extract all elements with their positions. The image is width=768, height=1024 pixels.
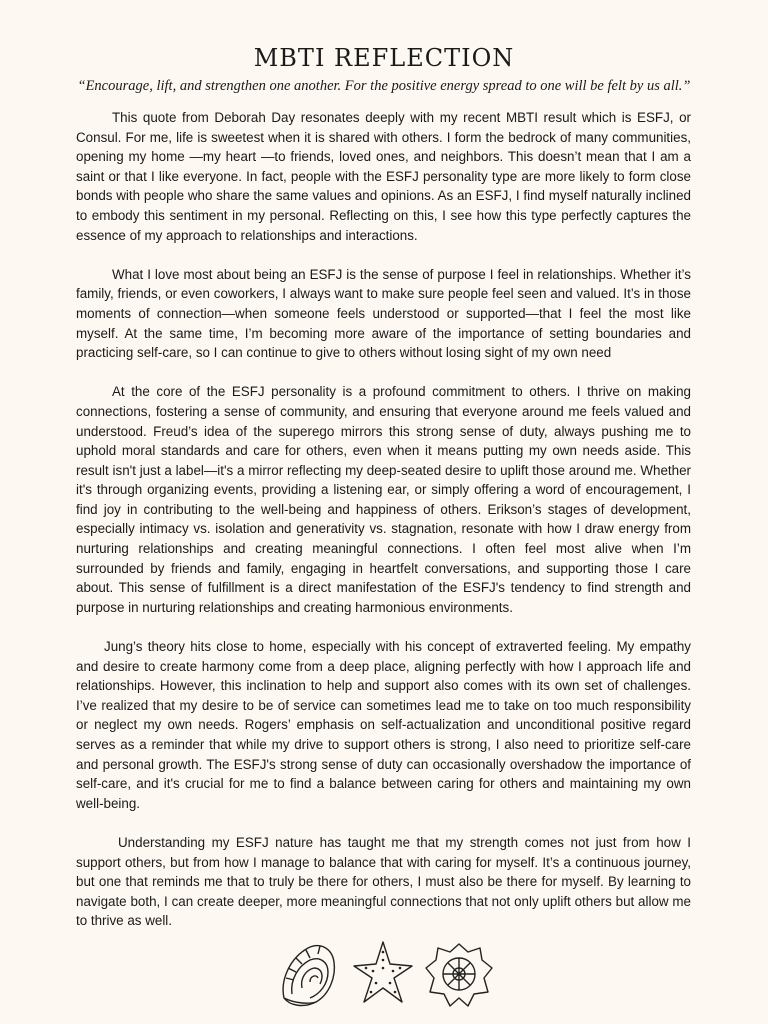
starfish-icon	[350, 938, 416, 1010]
paragraph: Understanding my ESFJ nature has taught me that my strength comes not just from how I support others, but from how I manage to balance that with caring for myself. It’s a continuous journey, but one that reminds me that to truly be there for others, I must also be there for myself. By learning to navigate both, I can create deeper, more meaningful connections that not only uplift others but allow me to thrive as well.	[76, 834, 691, 929]
paragraph: At the core of the ESFJ personality is a profound commitment to others. I thrive on making connections, fostering a sense of community, and ensuring that everyone around me feels valued and understood. Freud’s idea of the superego mirrors this strong sense of duty, always pushing me to uphold moral standards and care for others, even when it means putting my own needs aside. This result isn't just a label—it's a mirror reflecting my deep-seated desire to uplift those around me. Whether it's through organizing events, providing a listening ear, or simply offering a word of encouragement, I find joy in contributing to the well-being and happiness of others. Erikson’s stages of development, especially intimacy vs. isolation and generativity vs. stagnation, resonate with how I draw energy from nurturing relationships and creating meaningful connections. I often feel most alive when I’m surrounded by friends and family, engaging in heartfelt conversations, and supporting those I care about. This sense of fulfillment is a direct manifestation of the ESFJ's tendency to find strength and purpose in nurturing relationships and creating harmonious environments.	[76, 384, 691, 615]
paragraph: What I love most about being an ESFJ is the sense of purpose I feel in relationships. Whether it’s family, friends, or even coworkers, I always want to make sure people feel seen and valued. It’s in those moments of connection—when someone feels understood or supported—that I feel the most like myself. At the same time, I’m becoming more aware of the importance of setting boundaries and practicing self-care, so I can continue to give to others without losing sight of my own need	[76, 266, 691, 361]
essay-body	[76, 108, 691, 931]
paragraph: Jung’s theory hits close to home, especially with his concept of extraverted feeling. My empathy and desire to create harmony come from a deep place, aligning perfectly with how I approach life and relationships. However, this inclination to help and support also comes with its own set of challenges. I’ve realized that my desire to be of service can sometimes lead me to take on too much responsibility or neglect my own needs. Rogers’ emphasis on self-actualization and unconditional positive regard serves as a reminder that while my drive to support others is strong, I also need to prioritize self-care and personal growth. The ESFJ's strong sense of duty can occasionally overshadow the importance of self-care, and it's crucial for me to find a balance between caring for others and maintaining my own well-being.	[76, 639, 691, 811]
epigraph-quote: “Encourage, lift, and strengthen one another. For the positive energy spread to one will be felt by us all.”	[77, 78, 691, 94]
scallop-shell-icon	[424, 938, 494, 1010]
paragraph: This quote from Deborah Day resonates deeply with my recent MBTI result which is ESFJ, or Consul. For me, life is sweetest when it is shared with others. I form the bedrock of many communities, opening my home —my heart —to friends, loved ones, and neighbors. This doesn’t mean that I am a saint or that I like everyone. In fact, people with the ESFJ personality type are more likely to form close bonds with people who share the same values and opinions. As an ESFJ, I find myself naturally inclined to embody this sentiment in my personal. Reflecting on this, I see how this type perfectly captures the essence of my approach to relationships and interactions.	[76, 110, 691, 243]
conch-shell-icon	[276, 938, 342, 1010]
seashell-decoration	[272, 938, 502, 1014]
page-title: MBTI REFLECTION	[253, 44, 515, 72]
